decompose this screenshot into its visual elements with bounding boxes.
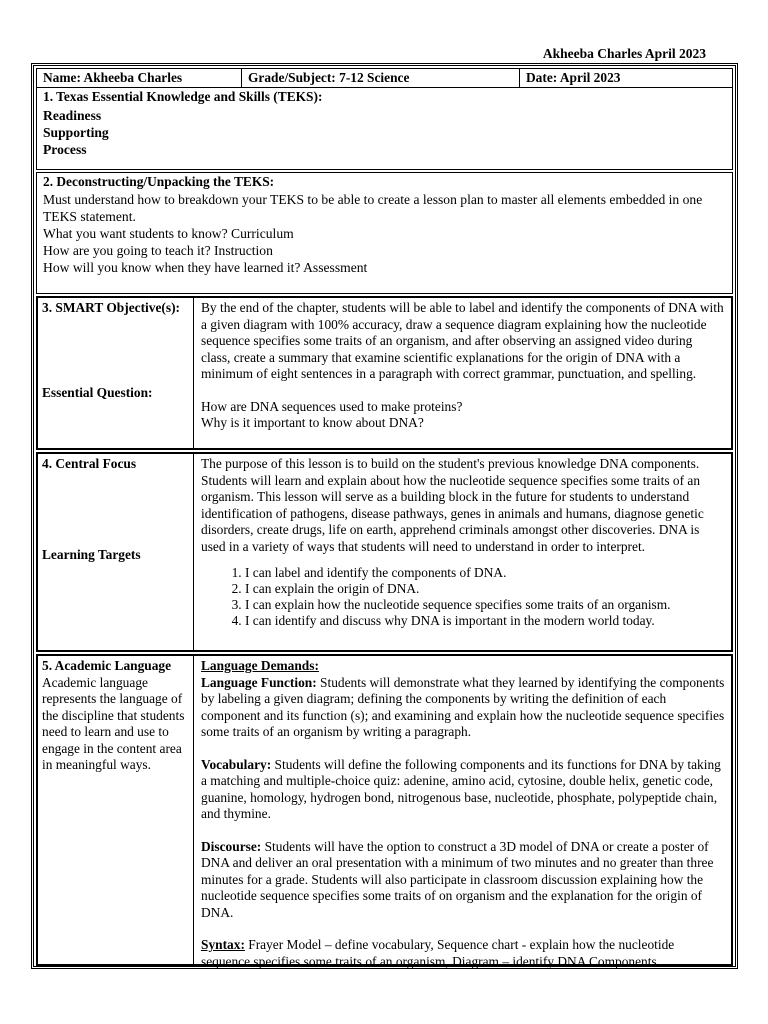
teks-readiness: Readiness	[43, 107, 102, 123]
learning-targets-label: Learning Targets	[42, 546, 141, 562]
academic-language-label: 5. Academic Language	[42, 658, 172, 673]
info-row	[36, 68, 733, 88]
discourse-paragraph	[201, 839, 725, 922]
name-cell: Name: Akheeba Charles	[37, 69, 242, 87]
vocabulary-text: Students will define the following components and its functions for DNA by taking a matching and multiple-choice quiz: adenine, amino acid, cytosine, double helix, genetic code, guanine, homology, hydrogen bond, nitrogenous base, nucleotide, phosphate, polypeptide chain, and thymine.	[201, 756, 721, 821]
teks-process: Process	[43, 141, 87, 157]
language-function-text: Students will demonstrate what they learned by identifying the components by labeling a given diagram; defining the components by writing the definition of each component and its function (s); and examining and explain how the nucleotide sequence specifies some traits of an organism by writing a paragraph.	[201, 674, 725, 739]
teks-section	[36, 87, 733, 170]
vocabulary-label: Vocabulary:	[201, 756, 272, 772]
unpacking-section	[36, 172, 733, 294]
academic-language-section	[36, 654, 733, 969]
syntax-label: Syntax:	[201, 937, 245, 952]
date-cell: Date: April 2023	[526, 70, 621, 85]
discourse-text: Students will have the option to construct a 3D model of DNA or create a poster of DNA and deliver an oral presentation with a minimum of two minutes and no greater than three minutes for a grade. Students will also participate in classroom discussion explaining how the nucleotide sequence specifies some traits of on organism and the explanation for the origin of DNA.	[201, 838, 714, 920]
unpacking-line-2: What you want students to know? Curriculum	[43, 225, 294, 241]
smart-objective-section	[36, 296, 733, 450]
unpacking-line-4: How will you know when they have learned it? Assessment	[43, 260, 368, 276]
syntax-text: Frayer Model – define vocabulary, Sequence chart - explain how the nucleotide sequence specifies some traits of an organism, Diagram – identify DNA Components	[201, 937, 675, 969]
academic-language-description: Academic language represents the language of the discipline that students need to learn and use to engage in the content area in meaningful ways.	[42, 674, 185, 772]
language-function-label: Language Function:	[201, 674, 317, 690]
central-focus-label: 4. Central Focus	[42, 456, 137, 471]
learning-targets-list	[201, 565, 725, 629]
language-function-paragraph	[201, 675, 725, 741]
essential-question-2: Why is it important to know about DNA?	[201, 415, 424, 430]
essential-question-label: Essential Question:	[42, 384, 153, 400]
learning-target-2: 2. I can explain the origin of DNA.	[245, 581, 725, 597]
lesson-plan-table	[31, 63, 738, 969]
syntax-paragraph	[201, 937, 725, 970]
learning-target-4: 4. I can identify and discuss why DNA is important in the modern world today.	[245, 613, 725, 629]
learning-target-1: 1. I can label and identify the components of DNA.	[245, 565, 725, 581]
learning-target-3: 3. I can explain how the nucleotide sequence specifies some traits of an organism.	[245, 597, 725, 613]
vocabulary-paragraph	[201, 757, 725, 823]
unpacking-line-1: Must understand how to breakdown your TEKS to be able to create a lesson plan to master all elements embedded in one TEKS statement.	[43, 191, 703, 224]
discourse-label: Discourse:	[201, 838, 262, 854]
central-focus-text: The purpose of this lesson is to build on the student's previous knowledge DNA components. Students will learn and explain about how the nucleotide sequence specifies some traits of an organism. This lesson will serve as a building block in the future for students to understand identification of pathogens, disease pathways, genes in animals and humans, diagnose genetic disorders, create drugs, life on earth, apprehend criminals amongst other discoveries. DNA is used in a variety of ways that students will need to understand in order to interpret.	[201, 456, 704, 554]
smart-objective-text: By the end of the chapter, students will be able to label and identify the components of DNA with a given diagram with 100% accuracy, draw a sequence diagram explaining how the nucleotide sequence specifies some traits of an organism, and after observing an assigned video during class, create a summary that examine scientific explanations for the origin of DNA with a minimum of eight sentences in a paragraph with correct grammar, punctuation, and spelling.	[201, 300, 724, 381]
unpacking-title: 2. Deconstructing/Unpacking the TEKS:	[43, 174, 275, 189]
unpacking-line-3: How are you going to teach it? Instruction	[43, 243, 273, 259]
language-demands-title: Language Demands:	[201, 658, 319, 673]
author-date-header: Akheeba Charles April 2023	[542, 46, 706, 61]
teks-title: 1. Texas Essential Knowledge and Skills (TEKS):	[43, 89, 323, 104]
essential-question-1: How are DNA sequences used to make proteins?	[201, 398, 463, 414]
teks-supporting: Supporting	[43, 124, 109, 140]
central-focus-section	[36, 452, 733, 652]
smart-objective-label: 3. SMART Objective(s):	[42, 300, 180, 315]
grade-subject-cell: Grade/Subject: 7-12 Science	[242, 69, 520, 87]
